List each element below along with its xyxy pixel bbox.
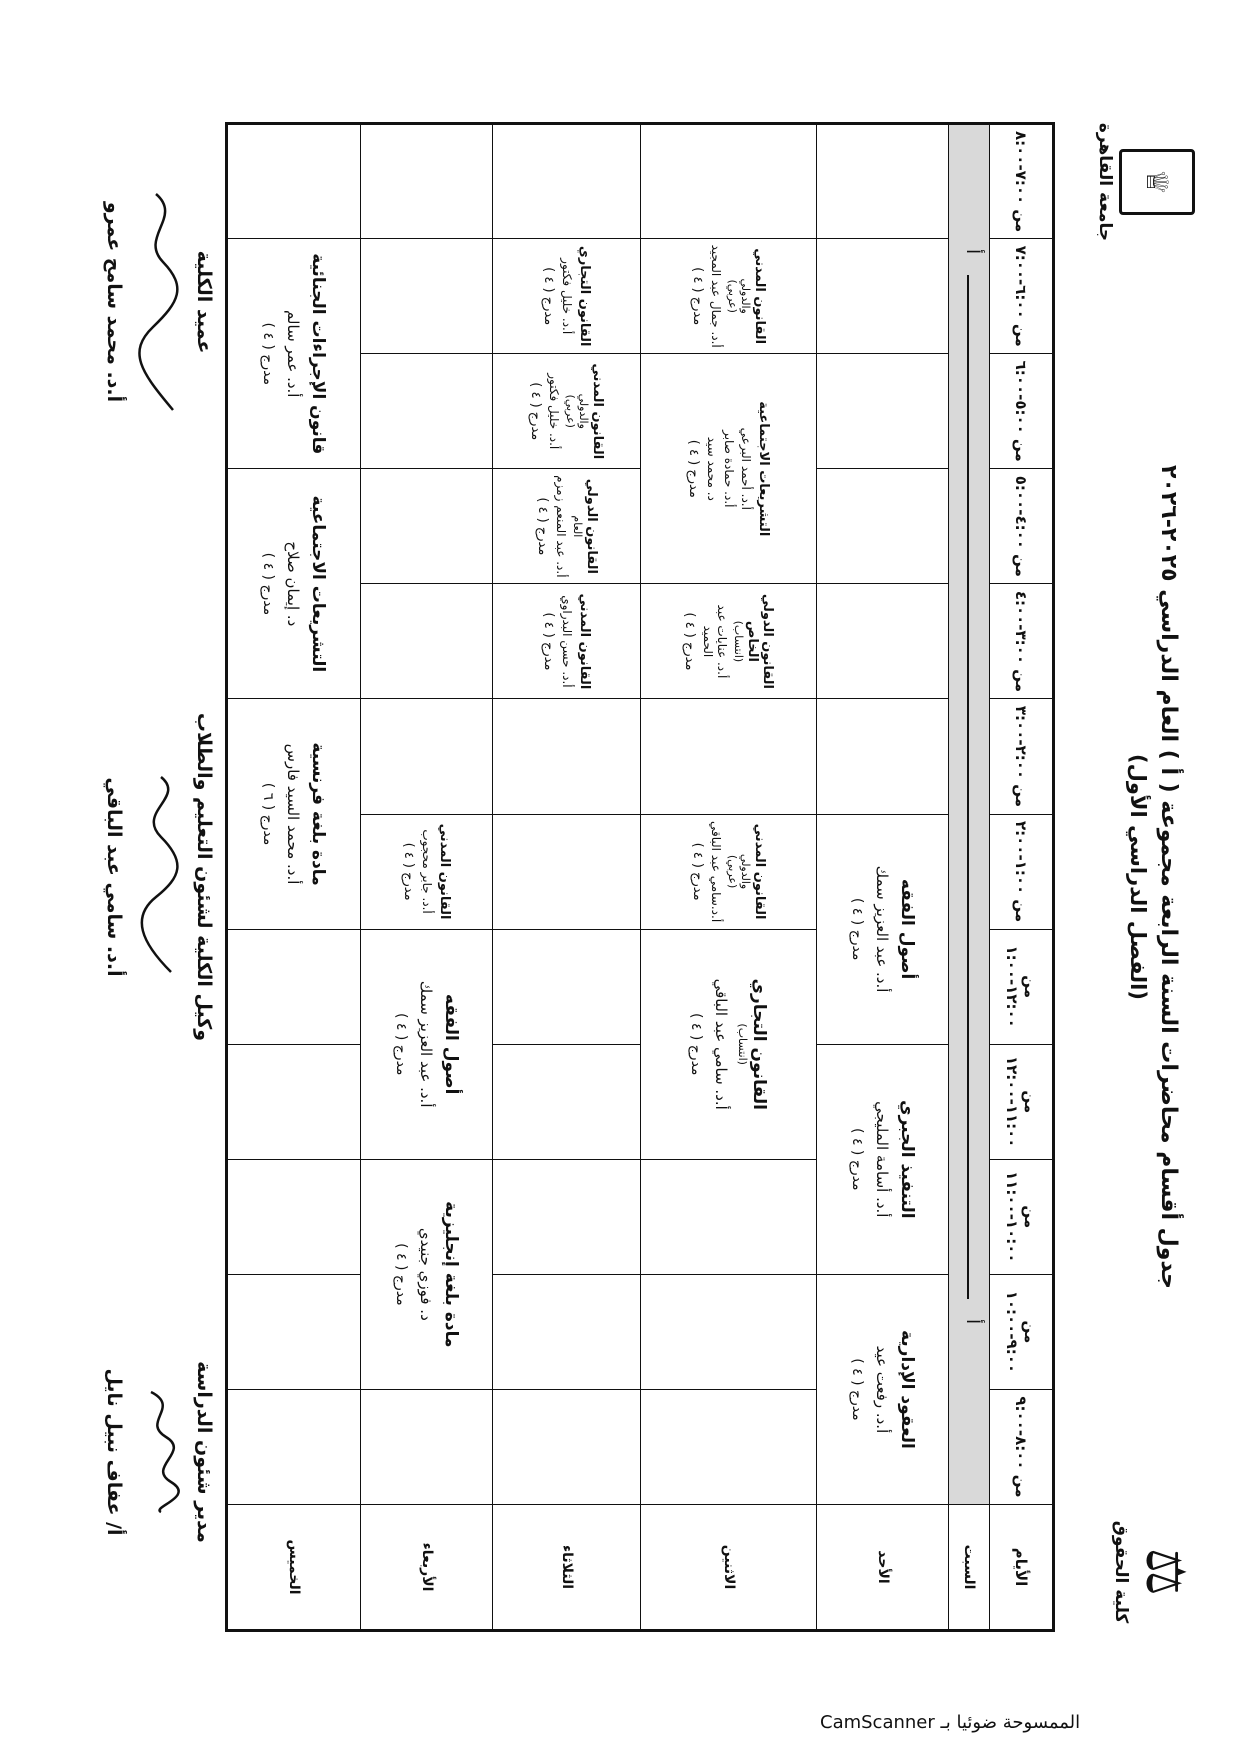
- signature-title: وكيل الكلية لشئون التعليم والطلاب: [193, 712, 215, 1042]
- empty-cell: [360, 469, 492, 584]
- class-cell: [641, 584, 817, 699]
- saturday-empty-span: [949, 124, 990, 1505]
- hall-label: مدرج ( ٤ ): [259, 552, 276, 616]
- instructor-name: أ.د. عبد المنعم زمزم: [553, 475, 568, 578]
- scanner-watermark: الممسوحة ضوئيا بـ CamScanner: [820, 1712, 1081, 1733]
- course-name-line2: العام: [570, 515, 584, 538]
- empty-cell: [493, 814, 641, 929]
- course-name: القانون المدني: [437, 823, 453, 920]
- course-name-line2: والدولي: [577, 393, 591, 429]
- signature-block-studies-manager: [103, 1272, 215, 1632]
- table-row-wednesday: [360, 124, 492, 1631]
- hall-label: مدرج ( ٤ ): [528, 382, 544, 441]
- hall-label: مدرج ( ٦ ): [259, 782, 276, 846]
- signature-block-vice-dean: [103, 697, 215, 1057]
- class-cell: [641, 929, 817, 1159]
- course-name: أصول الفقه: [440, 993, 461, 1095]
- time-slot-header: من ١١:٠٠-١٢:٠٠: [990, 1044, 1054, 1159]
- time-slot-header: من ١:٠٠-٢:٠٠: [990, 814, 1054, 929]
- no-classes-rule: [967, 275, 969, 1299]
- class-cell: [360, 814, 492, 929]
- hall-label: مدرج ( ٤ ): [686, 439, 702, 498]
- instructor-name: أ.د. جابر محجوب: [420, 829, 435, 914]
- course-name: القانون الدولي الخاص: [745, 593, 776, 690]
- course-note: (عربي): [726, 854, 740, 889]
- instructor-name: أ.د.سامي عبد الباقي: [709, 820, 724, 923]
- course-name: التشريعات الاجتماعية: [756, 401, 772, 537]
- empty-cell: [493, 1044, 641, 1159]
- hall-label: مدرج ( ٤ ): [688, 1012, 705, 1076]
- class-cell: [641, 239, 817, 354]
- signatory-name: أ.د. محمد سامح عمرو: [103, 201, 125, 403]
- empty-cell: [817, 584, 949, 699]
- course-name: العقود الإدارية: [896, 1329, 917, 1449]
- scales-of-justice-icon: ⚖: [1134, 1547, 1197, 1597]
- instructor-name: أ.د. عنايات عبد الحميد: [701, 604, 730, 679]
- course-note: (عربي): [726, 279, 740, 313]
- signature-block-dean: [103, 122, 215, 482]
- course-note: (عربي): [564, 394, 578, 428]
- course-note: (انتساب): [736, 1023, 750, 1065]
- empty-cell: [227, 1044, 361, 1159]
- instructor-name: أ.د. جمال عبد المجيد: [709, 244, 724, 348]
- instructor-name: د. فوزي جنيدي: [416, 1227, 435, 1321]
- signatory-name: أ/ عفاف نبيل نايل: [103, 1368, 125, 1536]
- day-label: الثلاثاء: [493, 1505, 641, 1631]
- empty-cell: [817, 354, 949, 469]
- time-slot-header: من ٢:٠٠-٣:٠٠: [990, 699, 1054, 814]
- hall-label: مدرج ( ٤ ): [690, 267, 706, 326]
- schedule-table: [225, 122, 1055, 1632]
- class-cell: [493, 354, 641, 469]
- faculty-logo-block: [1111, 1512, 1195, 1632]
- time-slot-header: من ١٠:٠٠-١١:٠٠: [990, 1159, 1054, 1274]
- course-note: (انتساب): [732, 620, 746, 663]
- empty-cell: [360, 699, 492, 814]
- empty-cell: [817, 469, 949, 584]
- empty-cell: [493, 1159, 641, 1274]
- empty-cell: [493, 1274, 641, 1389]
- class-cell: [227, 699, 361, 929]
- empty-cell: [493, 124, 641, 239]
- course-name: أصول الفقه: [896, 878, 917, 980]
- faculty-name: كلية الحقوق: [1111, 1520, 1131, 1624]
- time-slot-header: من ١٢:٠٠-١:٠٠: [990, 929, 1054, 1044]
- class-cell: [227, 239, 361, 469]
- rule-end-mark: أ: [962, 249, 984, 255]
- instructor-name: أ.د. حسن البدراوي: [560, 595, 575, 688]
- course-name: القانون المدني: [590, 363, 606, 460]
- table-row-tuesday: [493, 124, 641, 1631]
- class-cell: [817, 814, 949, 1044]
- table-header-row: [990, 124, 1054, 1631]
- time-slot-header: من ٨:٠٠-٩:٠٠: [990, 1389, 1054, 1504]
- class-cell: [641, 354, 817, 584]
- hall-label: مدرج ( ٤ ): [259, 322, 276, 385]
- day-label: الأربعاء: [360, 1505, 492, 1631]
- table-row-thursday: [227, 124, 361, 1631]
- class-cell: [360, 929, 492, 1159]
- empty-cell: [360, 354, 492, 469]
- time-slot-header: من ٥:٠٠-٦:٠٠: [990, 354, 1054, 469]
- empty-cell: [360, 584, 492, 699]
- hall-label: مدرج ( ٤ ): [848, 897, 865, 961]
- time-slot-header: من ٧:٠٠-٨:٠٠: [990, 124, 1054, 239]
- class-cell: [493, 584, 641, 699]
- empty-cell: [817, 699, 949, 814]
- empty-cell: [360, 124, 492, 239]
- instructor-name: أ.د. محمد السيد فارس: [283, 743, 302, 885]
- course-name-line2: والدولي: [739, 278, 753, 314]
- signature-title: مدير شئون الدراسة: [193, 1361, 215, 1543]
- course-name: القانون الدولي: [583, 478, 599, 574]
- instructor-name: أ.د. حمادة صابر: [722, 430, 737, 508]
- empty-cell: [227, 1389, 361, 1504]
- hall-label: مدرج ( ٤ ): [392, 1012, 409, 1076]
- empty-cell: [641, 1389, 817, 1504]
- empty-cell: [641, 1274, 817, 1389]
- handwritten-signature-icon: [131, 1382, 191, 1522]
- hall-label: مدرج ( ٤ ): [541, 612, 557, 671]
- instructor-name: أ.د. أسامة المليجي: [872, 1101, 891, 1218]
- course-name-line2: والدولي: [739, 853, 753, 890]
- page-title: جدول أقسام محاضرات السنة الرابعة مجموعة ( أ ) العام الدراسي ٢٠٢٥-٢٠٢٦: [1156, 464, 1181, 1289]
- course-name: مادة بلغة إنجليزية: [440, 1201, 461, 1348]
- signatory-name: أ.د. سامي عبد الباقي: [103, 777, 125, 977]
- table-row-sunday: [817, 124, 949, 1631]
- empty-cell: [641, 699, 817, 814]
- time-slot-header: من ٦:٠٠-٧:٠٠: [990, 239, 1054, 354]
- class-cell: [641, 814, 817, 929]
- university-emblem-icon: ♕: [1119, 149, 1195, 215]
- day-label: السبت: [949, 1505, 990, 1631]
- hall-label: مدرج ( ٤ ): [401, 842, 417, 901]
- time-slot-header: من ٣:٠٠-٤:٠٠: [990, 584, 1054, 699]
- class-cell: [817, 1044, 949, 1274]
- empty-cell: [493, 929, 641, 1044]
- instructor-name: أ.د. أحمد البرعي: [739, 427, 754, 510]
- empty-cell: [493, 1389, 641, 1504]
- hall-label: مدرج ( ٤ ): [848, 1358, 865, 1421]
- empty-cell: [360, 239, 492, 354]
- class-cell: [360, 1159, 492, 1389]
- instructor-name: أ.د. عمر سالم: [283, 309, 302, 398]
- time-slot-header: من ٤:٠٠-٥:٠٠: [990, 469, 1054, 584]
- signature-title: عميد الكلية: [193, 250, 215, 354]
- instructor-name: أ.د. رفعت عيد: [872, 1345, 891, 1434]
- table-row-monday: [641, 124, 817, 1631]
- hall-label: مدرج ( ٤ ): [541, 267, 557, 326]
- empty-cell: [227, 1159, 361, 1274]
- instructor-name: أ.د. عبد العزيز سمك: [872, 865, 891, 993]
- instructor-name: أ.د. سامي عبد الباقي: [712, 978, 731, 1110]
- course-name: القانون المدني: [577, 593, 593, 690]
- days-column-header: الأيام: [990, 1505, 1054, 1631]
- empty-cell: [227, 124, 361, 239]
- day-label: الخميس: [227, 1505, 361, 1631]
- empty-cell: [227, 1274, 361, 1389]
- hall-label: مدرج ( ٤ ): [392, 1243, 409, 1306]
- empty-cell: [641, 1159, 817, 1274]
- title-block: [1126, 342, 1181, 1412]
- page-subtitle: (الفصل الدراسي الأول): [1126, 754, 1150, 1000]
- signatures-footer: [45, 122, 215, 1632]
- day-label: الأحد: [817, 1505, 949, 1631]
- empty-cell: [493, 699, 641, 814]
- course-name: التشريعات الاجتماعية: [307, 495, 328, 673]
- empty-cell: [360, 1389, 492, 1504]
- instructor-name: أ.د. خليل فكتور: [560, 258, 575, 335]
- course-name: القانون المدني: [752, 248, 768, 345]
- university-logo-block: [1095, 122, 1195, 242]
- class-cell: [493, 239, 641, 354]
- handwritten-signature-icon: [131, 182, 191, 422]
- document-rotated: [35, 82, 1205, 1672]
- empty-cell: [227, 929, 361, 1044]
- time-slot-header: من ٩:٠٠-١٠:٠٠: [990, 1274, 1054, 1389]
- class-cell: [817, 1274, 949, 1504]
- hall-label: مدرج ( ٤ ): [690, 842, 706, 901]
- day-label: الاثنين: [641, 1505, 817, 1631]
- university-name: جامعة القاهرة: [1095, 122, 1115, 242]
- handwritten-signature-icon: [131, 767, 191, 987]
- class-cell: [227, 469, 361, 699]
- class-cell: [493, 469, 641, 584]
- course-name: القانون المدني: [752, 823, 768, 920]
- rule-start-mark: أ: [962, 1318, 984, 1324]
- course-name: القانون التجاري: [749, 978, 770, 1110]
- empty-cell: [641, 124, 817, 239]
- instructor-name: د. محمد سيد: [705, 436, 720, 501]
- course-name: مادة بلغة فرنسية: [307, 742, 328, 886]
- course-name: القانون التجاري: [577, 245, 593, 347]
- hall-label: مدرج ( ٤ ): [534, 497, 550, 556]
- hall-label: مدرج ( ٤ ): [848, 1128, 865, 1191]
- instructor-name: أ.د. خليل فكتور: [547, 373, 562, 450]
- instructor-name: أ.د. عبد العزيز سمك: [416, 980, 435, 1108]
- course-name: قانون الإجراءات الجنائية: [307, 253, 328, 455]
- empty-cell: [817, 239, 949, 354]
- instructor-name: د. إيمان صلاح: [283, 541, 302, 627]
- table-row-saturday: [949, 124, 990, 1631]
- course-name: التنفيذ الجبري: [896, 1099, 917, 1219]
- hall-label: مدرج ( ٤ ): [682, 612, 698, 671]
